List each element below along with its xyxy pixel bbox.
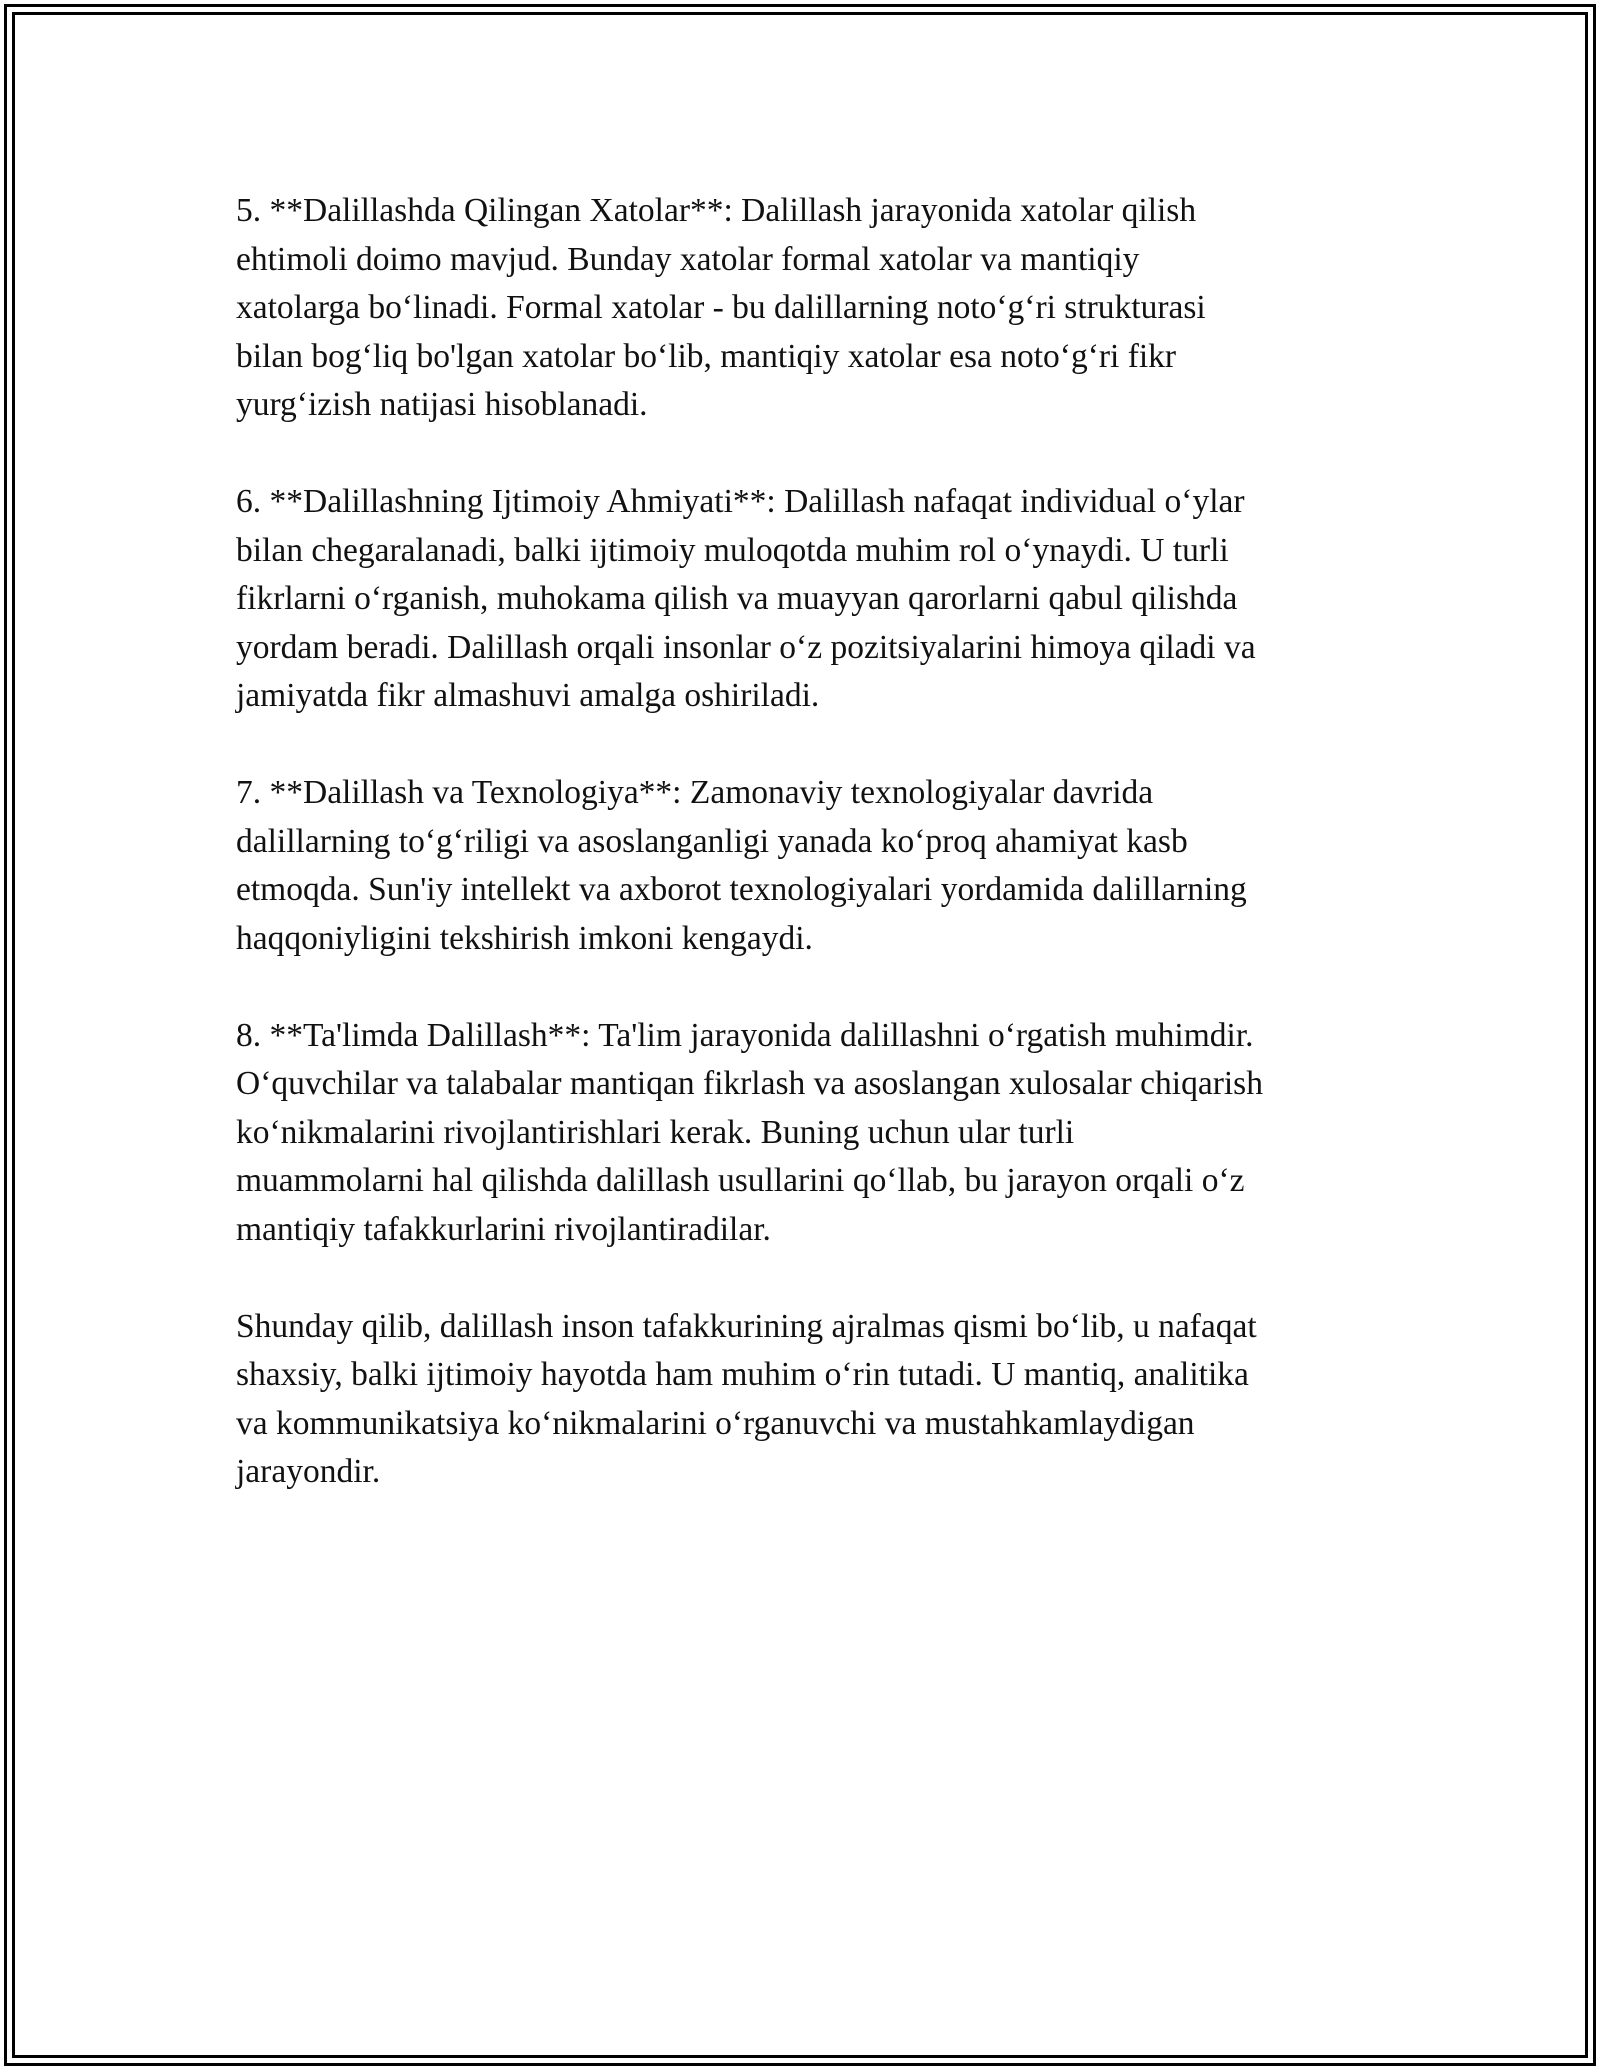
paragraph-8-proof-in-education: 8. **Ta'limda Dalillash**: Ta'lim jarayonida dalillashni o‘rgatish muhimdir. O‘quvchilar va talabalar mantiqan fikrlash va asoslangan xulosalar chiqarish ko‘nikmalarini rivojlantirishlari kerak. Buning uchun ular turli muammolarni hal qilishda dalillash usullarini qo‘llab, bu jarayon orqali o‘z mantiqiy tafakkurlarini rivojlantiradilar. [236,1016,1263,1248]
document-body [236,187,1386,1545]
paragraph-6-social-importance: 6. **Dalillashning Ijtimoiy Ahmiyati**: Dalillash nafaqat individual o‘ylar bilan chegaralanadi, balki ijtimoiy muloqotda muhim rol o‘ynaydi. U turli fikrlarni o‘rganish, muhokama qilish va muayyan qarorlarni qabul qilishda yordam beradi. Dalillash orqali insonlar o‘z pozitsiyalarini himoya qiladi va jamiyatda fikr almashuvi amalga oshiriladi. [236,483,1256,714]
paragraph-7-proof-and-technology: 7. **Dalillash va Texnologiya**: Zamonaviy texnologiyalar davrida dalillarning to‘g‘riligi va asoslanganligi yanada ko‘proq ahamiyat kasb etmoqda. Sun'iy intellekt va axborot texnologiyalari yordamida dalillarning haqqoniyligini tekshirish imkoni kengaydi. [236,774,1247,957]
paragraph-conclusion: Shunday qilib, dalillash inson tafakkurining ajralmas qismi bo‘lib, u nafaqat shaxsiy, balki ijtimoiy hayotda ham muhim o‘rin tutadi. U mantiq, analitika va kommunikatsiya ko‘nikmalarini o‘rganuvchi va mustahkamlaydigan jarayondir. [236,1307,1257,1490]
paragraph-5-errors-in-proof: 5. **Dalillashda Qilingan Xatolar**: Dalillash jarayonida xatolar qilish ehtimoli doimo mavjud. Bunday xatolar formal xatolar va mantiqiy xatolarga bo‘linadi. Formal xatolar - bu dalillarning noto‘g‘ri strukturasi bilan bog‘liq bo'lgan xatolar bo‘lib, mantiqiy xatolar esa noto‘g‘ri fikr yurg‘izish natijasi hisoblanadi. [236,192,1206,423]
